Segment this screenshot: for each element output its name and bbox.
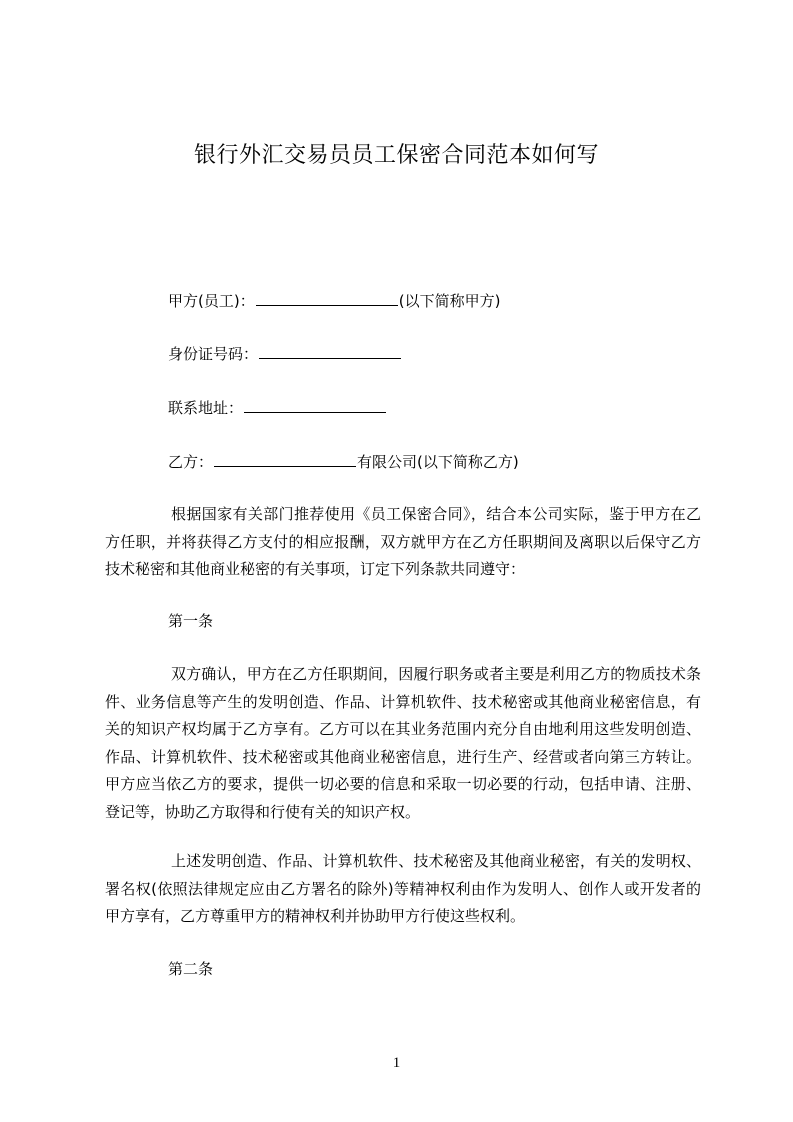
address-line [168,396,387,420]
party-b-label: 乙方： [168,453,214,471]
party-b-blank [214,452,356,467]
article-2-heading: 第二条 [168,960,214,978]
party-a-blank [256,291,398,306]
page-number: 1 [392,1055,401,1071]
party-b-suffix: 有限公司(以下简称乙方) [357,453,519,471]
party-a-label: 甲方(员工)： [168,292,255,310]
party-a-suffix: (以下简称甲方) [398,292,501,310]
party-b-line [168,450,519,474]
id-number-label: 身份证号码： [168,345,259,363]
id-number-line [168,342,402,366]
party-a-line [168,289,500,313]
document-title: 银行外汇交易员员工保密合同范本如何写 [193,143,599,168]
article-1-paragraph-2: 上述发明创造、作品、计算机软件、技术秘密及其他商业秘密，有关的发明权、署名权(依照法律规定应由乙方署名的除外)等精神权利由作为发明人、创作人或开发者的甲方享有，乙方尊重甲方的精神权利并协助甲方行使这些权利。 [105,852,701,925]
id-number-blank [259,344,401,359]
address-label: 联系地址： [168,399,244,417]
intro-paragraph: 根据国家有关部门推荐使用《员工保密合同》，结合本公司实际，鉴于甲方在乙方任职，并将获得乙方支付的相应报酬，双方就甲方在乙方任职期间及离职以后保守乙方技术秘密和其他商业秘密的有关事项，订定下列条款共同遵守： [105,505,701,578]
article-1-paragraph-1: 双方确认，甲方在乙方任职期间，因履行职务或者主要是利用乙方的物质技术条件、业务信息等产生的发明创造、作品、计算机软件、技术秘密或其他商业秘密信息，有关的知识产权均属于乙方享有。乙方可以在其业务范围内充分自由地利用这些发明创造、作品、计算机软件、技术秘密或其他商业秘密信息，进行生产、经营或者向第三方转让。甲方应当依乙方的要求，提供一切必要的信息和采取一切必要的行动，包括申请、注册、登记等，协助乙方取得和行使有关的知识产权。 [105,665,701,821]
article-1-heading: 第一条 [168,612,214,630]
address-blank [244,398,386,413]
